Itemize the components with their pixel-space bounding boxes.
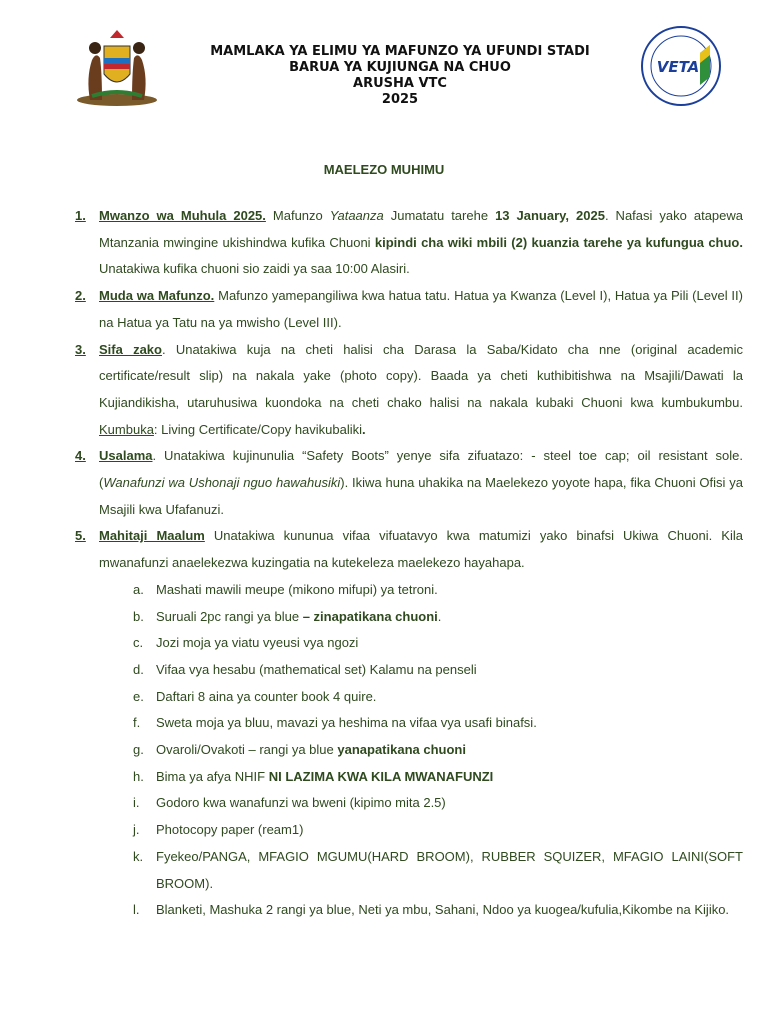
item-heading: Usalama (99, 448, 153, 464)
item-heading: Mahitaji Maalum (99, 528, 205, 544)
header-year: 2025 (381, 92, 419, 107)
list-item: e. Daftari 8 aina ya counter book 4 quire. (133, 688, 377, 704)
instructions-list (75, 203, 743, 924)
veta-logo-text: VETA (656, 58, 700, 76)
list-item: i. Godoro kwa wanafunzi wa bweni (kipimo mita 2.5) (133, 795, 446, 811)
tanzania-coat-of-arms-icon (72, 28, 162, 108)
item-number: 3. (75, 341, 86, 357)
item-heading: Mwanzo wa Muhula 2025. (99, 208, 266, 223)
item-heading: Sifa zako (99, 341, 162, 357)
item-number: 2. (75, 288, 86, 304)
header-college: ARUSHA VTC (353, 76, 447, 91)
list-item: b. Suruali 2pc rangi ya blue – zinapatikana chuoni. (133, 608, 442, 624)
requirements-sublist (75, 577, 743, 924)
veta-logo-icon (640, 25, 722, 107)
document-header (170, 44, 630, 108)
list-item: h. Bima ya afya NHIF NI LAZIMA KWA KILA MWANAFUNZI (133, 768, 494, 784)
list-item: a. Mashati mawili meupe (mikono mifupi) ya tetroni. (133, 581, 438, 597)
list-item: f. Sweta moja ya bluu, mavazi ya heshima na vifaa vya usafi binafsi. (133, 715, 537, 731)
list-item: g. Ovaroli/Ovakoti – rangi ya blue yanapatikana chuoni (133, 742, 466, 758)
list-item-1: 1. Mwanzo wa Muhula 2025. Mafunzo Yataanza Jumatatu tarehe 13 January, 2025. Nafasi yako atapewa Mtanzania mwingine ukishindwa kufika Chuoni kipindi cha wiki mbili (2) kuanzia tarehe ya kufungua chuo. Unatakiwa kufika chuoni sio zaidi ya saa 10:00 Alasiri. (75, 203, 743, 283)
start-date: 13 January, 2025 (495, 208, 605, 223)
item-heading: Muda wa Mafunzo. (99, 288, 215, 304)
header-letter-title: BARUA YA KUJIUNGA NA CHUO (289, 60, 511, 75)
section-title: MAELEZO MUHIMU (323, 162, 445, 177)
list-item: d. Vifaa vya hesabu (mathematical set) Kalamu na penseli (133, 661, 477, 677)
list-item: k. Fyekeo/PANGA, MFAGIO MGUMU(HARD BROOM), RUBBER SQUIZER, MFAGIO LAINI(SOFT BROOM). (133, 848, 743, 891)
list-item-5: 5. Mahitaji Maalum Unatakiwa kununua vifaa vifuatavyo kwa matumizi yako binafsi Ukiwa Chuoni. Kila mwanafunzi anaelekezwa kuzingatia na kutekeleza maelekezo hayahapa. (75, 523, 743, 576)
list-item: l. Blanketi, Mashuka 2 rangi ya blue, Neti ya mbu, Sahani, Ndoo ya kuogea/kufulia,Kikombe na Kijiko. (133, 902, 730, 918)
list-item-2: 2. Muda wa Mafunzo. Mafunzo yamepangiliwa kwa hatua tatu. Hatua ya Kwanza (Level I), Hatua ya Pili (Level II) na Hatua ya Tatu na ya mwisho (Level III). (75, 283, 743, 336)
header-authority: MAMLAKA YA ELIMU YA MAFUNZO YA UFUNDI STADI (210, 44, 590, 59)
list-item-4: 4. Usalama. Unatakiwa kujinunulia “Safety Boots” yenye sifa zifuatazo: - steel toe cap; oil resistant sole. (Wanafunzi wa Ushonaji nguo hawahusiki). Ikiwa huna uhakika na Maelekezo yoyote hapa, fika Chuoni Ofisi ya Msajili kwa Ufafanuzi. (75, 443, 743, 523)
item-number: 1. (75, 208, 86, 223)
list-item: c. Jozi moja ya viatu vyeusi vya ngozi (133, 635, 359, 651)
list-item: j. Photocopy paper (ream1) (133, 822, 304, 838)
item-number: 4. (75, 448, 86, 464)
item-number: 5. (75, 528, 86, 544)
list-item-3: 3. Sifa zako. Unatakiwa kuja na cheti halisi cha Darasa la Saba/Kidato cha nne (original academic certificate/result slip) na nakala yake (photo copy). Baada ya cheti kuthibitishwa na Msajili/Dawati la Kujiandikisha, utaruhusiwa kuondoka na cheti chako halisi na nakala kubaki Chuoni kwa kumbukumbu. Kumbuka: Living Certificate/Copy havikubaliki. (75, 337, 743, 444)
